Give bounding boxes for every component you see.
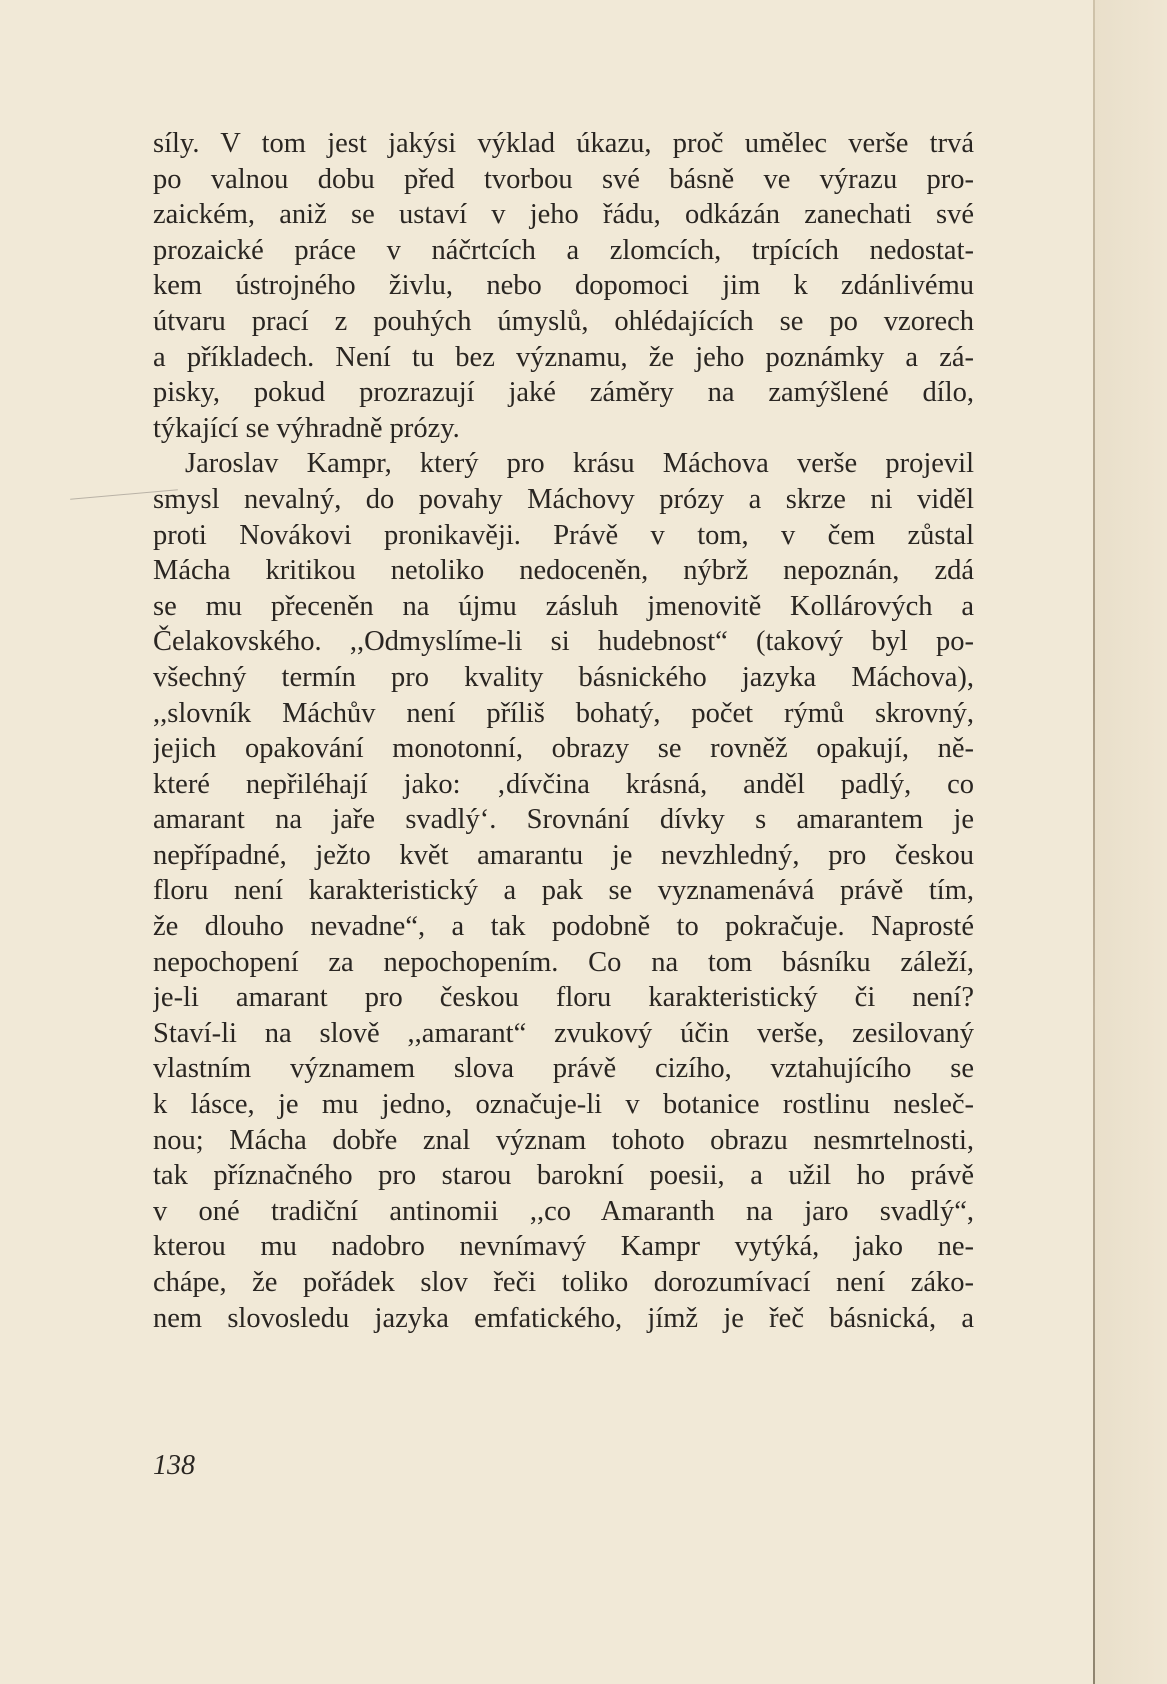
text-line: amarant na jaře svadlý‘. Srovnání dívky s amarantem je bbox=[153, 804, 974, 836]
text-line: kem ústrojného živlu, nebo dopomoci jim k zdánlivému bbox=[153, 270, 974, 302]
text-line: Mácha kritikou netoliko nedoceněn, nýbrž nepoznán, zdá bbox=[153, 555, 974, 587]
text-line: chápe, že pořádek slov řeči toliko dorozumívací není záko- bbox=[153, 1267, 974, 1298]
text-line: které nepřiléhají jako: ‚dívčina krásná, anděl padlý, co bbox=[153, 768, 974, 800]
text-line: k lásce, je mu jedno, označuje-li v botanice rostlinu nesleč- bbox=[153, 1089, 974, 1121]
text-line: po valnou dobu před tvorbou své básně ve výrazu pro- bbox=[153, 163, 974, 195]
text-line: jejich opakování monotonní, obrazy se rovněž opakují, ně- bbox=[153, 733, 974, 765]
text-line: a příkladech. Není tu bez významu, že jeho poznámky a zá- bbox=[153, 341, 974, 373]
body-text bbox=[153, 126, 974, 1336]
text-line: nem slovosledu jazyka emfatického, jímž je řeč básnická, a bbox=[153, 1302, 974, 1334]
text-line: že dlouho nevadne“, a tak podobně to pokračuje. Naprosté bbox=[153, 911, 974, 943]
text-line: smysl nevalný, do povahy Máchovy prózy a skrze ni viděl bbox=[153, 483, 974, 515]
page-margin-shadow bbox=[1095, 0, 1167, 1684]
text-line: Staví-li na slově ,,amarant“ zvukový účin verše, zesilovaný bbox=[153, 1017, 974, 1049]
text-line: týkající se výhradně prózy. bbox=[153, 412, 460, 444]
text-line: pisky, pokud prozrazují jaké záměry na zamýšlené dílo, bbox=[153, 377, 974, 409]
text-line: ,,slovník Máchův není příliš bohatý, počet rýmů skrovný, bbox=[153, 697, 974, 729]
text-line: Jaroslav Kampr, který pro krásu Máchova verše projevil bbox=[185, 448, 974, 480]
text-line: nou; Mácha dobře znal význam tohoto obrazu nesmrtelnosti, bbox=[153, 1124, 974, 1156]
page-edge bbox=[1093, 0, 1095, 1684]
text-line: proti Novákovi pronikavěji. Právě v tom, v čem zůstal bbox=[153, 519, 974, 551]
text-line: nepřípadné, ježto květ amarantu je nevzhledný, pro českou bbox=[153, 839, 974, 871]
text-line: vlastním významem slova právě cizího, vztahujícího se bbox=[153, 1053, 974, 1085]
text-line: zaickém, aniž se ustaví v jeho řádu, odkázán zanechati své bbox=[153, 199, 974, 231]
text-line: všechný termín pro kvality básnického jazyka Máchova), bbox=[153, 661, 974, 693]
text-line: kterou mu nadobro nevnímavý Kampr vytýká, jako ne- bbox=[153, 1231, 974, 1263]
text-line: tak příznačného pro starou barokní poesii, a užil ho právě bbox=[153, 1160, 974, 1192]
text-line: v oné tradiční antinomii ,,co Amaranth na jaro svadlý“, bbox=[153, 1195, 974, 1227]
page-number: 138 bbox=[153, 1450, 195, 1481]
text-line: floru není karakteristický a pak se vyznamenává právě tím, bbox=[153, 875, 974, 907]
text-line: je-li amarant pro českou floru karakteristický či není? bbox=[153, 982, 974, 1014]
text-line: Čelakovského. ,,Odmyslíme-li si hudebnost“ (takový byl po- bbox=[153, 626, 974, 658]
text-line: útvaru prací z pouhých úmyslů, ohlédajících se po vzorech bbox=[153, 305, 974, 337]
text-line: prozaické práce v náčrtcích a zlomcích, trpících nedostat- bbox=[153, 234, 974, 266]
text-line: nepochopení za nepochopením. Co na tom básníku záleží, bbox=[153, 946, 974, 978]
text-line: síly. V tom jest jakýsi výklad úkazu, proč umělec verše trvá bbox=[153, 128, 974, 159]
text-line: se mu přeceněn na újmu zásluh jmenovitě Kollárových a bbox=[153, 590, 974, 622]
